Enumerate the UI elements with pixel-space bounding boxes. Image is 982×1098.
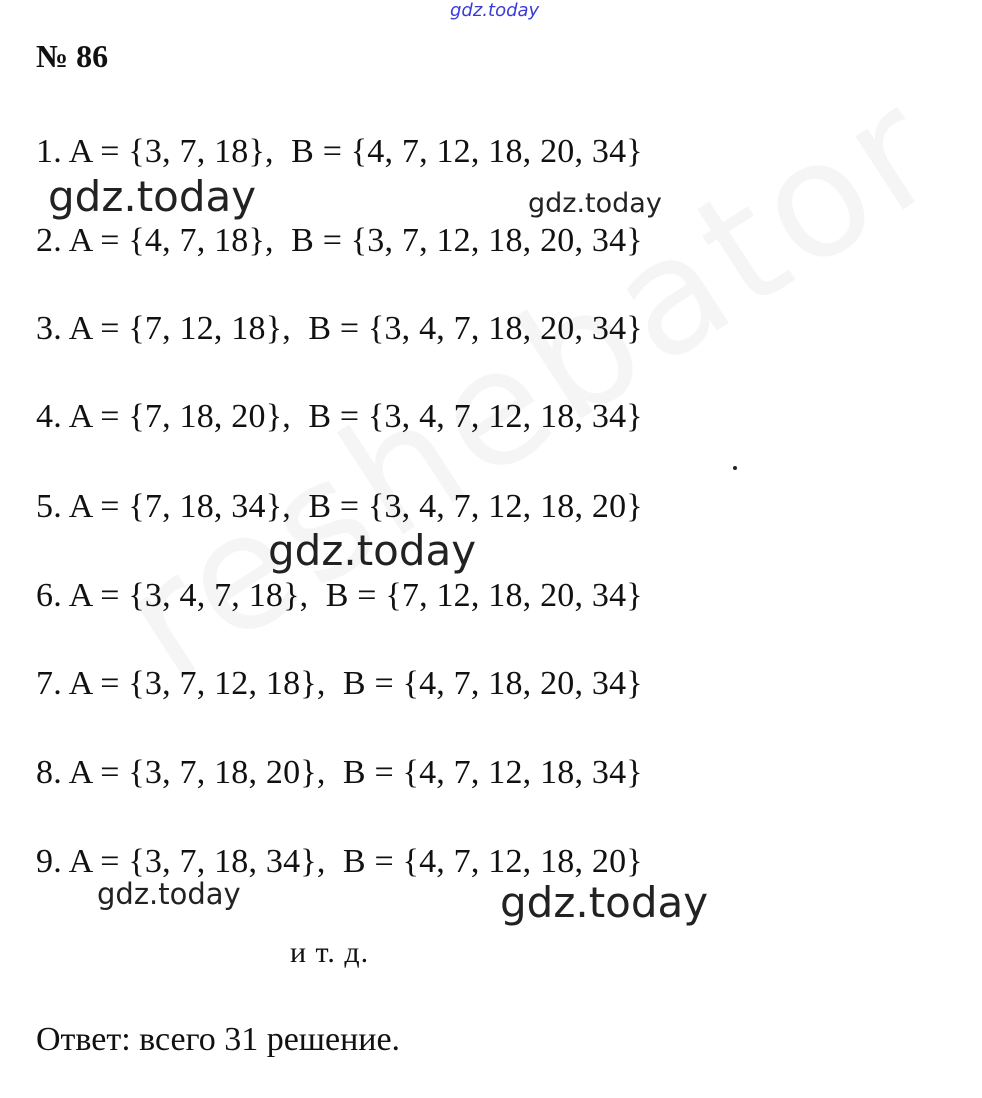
etcetera-text: и т. д.	[290, 936, 370, 969]
solution-line-3: 3. A = {7, 12, 18}, B = {3, 4, 7, 18, 20, 34}	[36, 310, 643, 347]
solution-line-7: 7. A = {3, 7, 12, 18}, B = {4, 7, 18, 20, 34}	[36, 665, 643, 702]
watermark-1: gdz.today	[48, 172, 257, 221]
watermark-3: gdz.today	[268, 526, 477, 575]
answer-text: Ответ: всего 31 решение.	[36, 1021, 401, 1058]
solution-line-6: 6. A = {3, 4, 7, 18}, B = {7, 12, 18, 20, 34}	[36, 577, 643, 614]
solution-line-9: 9. A = {3, 7, 18, 34}, B = {4, 7, 12, 18, 20}	[36, 843, 643, 880]
exercise-number: № 86	[36, 38, 109, 74]
watermark-5: gdz.today	[500, 878, 709, 927]
solution-line-8: 8. A = {3, 7, 18, 20}, B = {4, 7, 12, 18, 34}	[36, 754, 643, 791]
solution-line-5: 5. A = {7, 18, 34}, B = {3, 4, 7, 12, 18, 20}	[36, 488, 643, 525]
solution-line-2: 2. A = {4, 7, 18}, B = {3, 7, 12, 18, 20, 34}	[36, 222, 643, 259]
watermark-4: gdz.today	[97, 877, 241, 911]
solution-line-4: 4. A = {7, 18, 20}, B = {3, 4, 7, 12, 18, 34}	[36, 398, 643, 435]
watermark-top: gdz.today	[450, 0, 540, 21]
watermark-2: gdz.today	[528, 188, 662, 219]
solution-line-1: 1. A = {3, 7, 18}, B = {4, 7, 12, 18, 20, 34}	[36, 133, 643, 170]
stray-dot	[733, 466, 737, 470]
